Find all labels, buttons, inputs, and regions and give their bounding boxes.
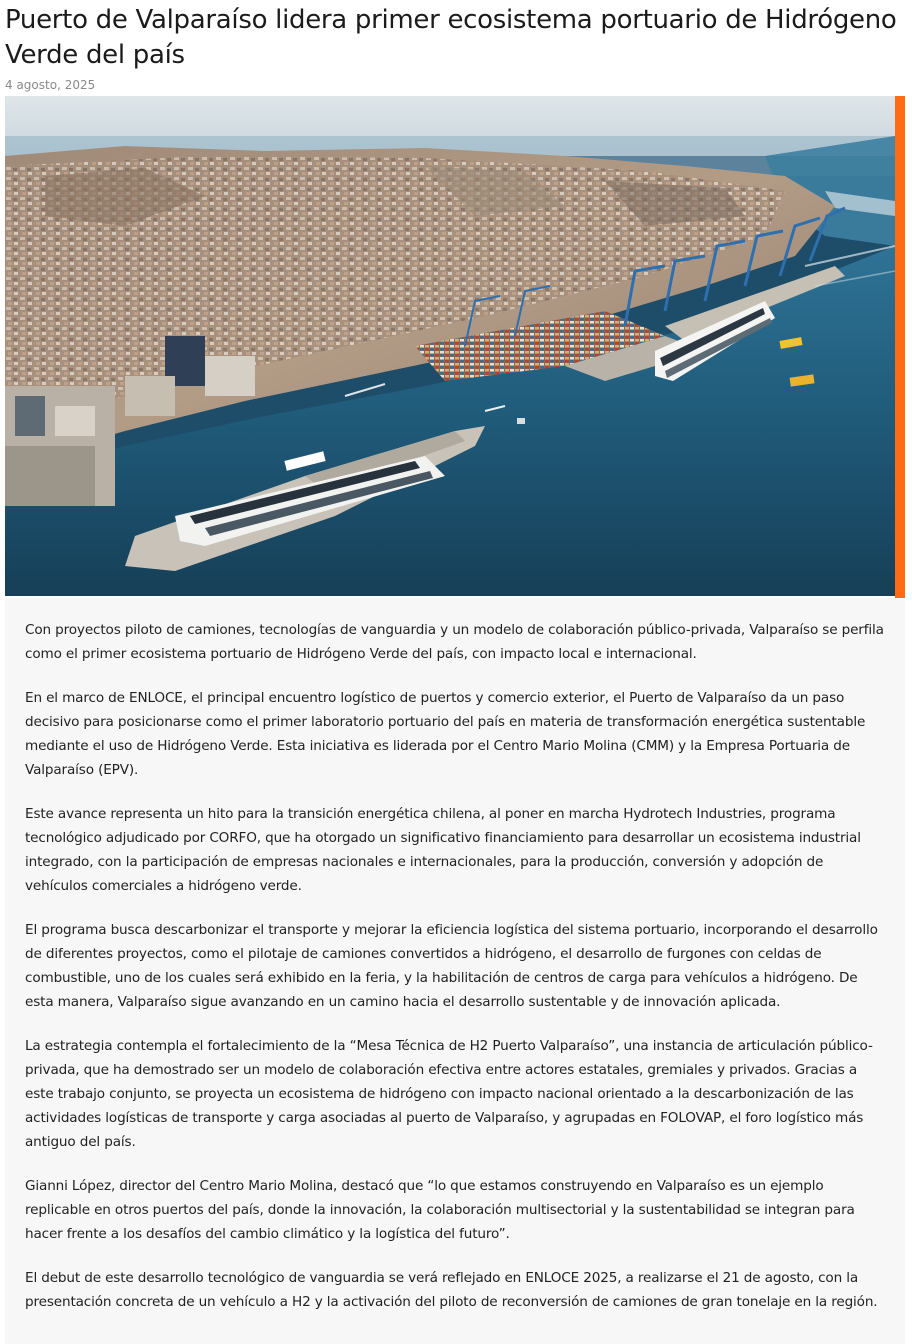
hero-image: [5, 96, 895, 596]
article-date: 4 agosto, 2025: [5, 78, 96, 92]
article-header: [5, 0, 905, 92]
paragraph-lead: Con proyectos piloto de camiones, tecnologías de vanguardia y un modelo de colaboración público-privada, Valparaíso se perfila como el primer ecosistema portuario de Hidrógeno Verde del país, con impacto local e internacional.: [25, 622, 884, 662]
paragraph: Gianni López, director del Centro Mario Molina, destacó que “lo que estamos construyendo en Valparaíso es un ejemplo replicable en otros puertos del país, donde la innovación, la colaboración multisectorial y la sustentabilidad se integran para hacer frente a los desafíos del cambio climático y la logística del futuro”.: [25, 1178, 855, 1242]
paragraph: El programa busca descarbonizar el transporte y mejorar la eficiencia logística del sistema portuario, incorporando el desarrollo de diferentes proyectos, como el pilotaje de camiones convertidos a hidrógeno, el desarrollo de furgones con celdas de combustible, uno de los cuales será exhibido en la feria, y la habilitación de centros de carga para vehículos a hidrógeno. De esta manera, Valparaíso sigue avanzando en un camino hacia el desarrollo sustentable y de innovación aplicada.: [25, 922, 878, 1010]
paragraph: Este avance representa un hito para la transición energética chilena, al poner en marcha Hydrotech Industries, programa tecnológico adjudicado por CORFO, que ha otorgado un significativo financiamiento para desarrollar un ecosistema industrial integrado, con la participación de empresas nacionales e internacionales, para la producción, conversión y adopción de vehículos comerciales a hidrógeno verde.: [25, 806, 861, 894]
article-body: [5, 598, 905, 1344]
paragraph: En el marco de ENLOCE, el principal encuentro logístico de puertos y comercio exterior, el Puerto de Valparaíso da un paso decisivo para posicionarse como el primer laboratorio portuario del país en materia de transformación energética sustentable mediante el uso de Hidrógeno Verde. Esta iniciativa es liderada por el Centro Mario Molina (CMM) y la Empresa Portuaria de Valparaíso (EPV).: [25, 690, 866, 778]
accent-bar: [895, 96, 905, 598]
paragraph: La estrategia contempla el fortalecimiento de la “Mesa Técnica de H2 Puerto Valparaíso”, una instancia de articulación público-privada, que ha demostrado ser un modelo de colaboración efectiva entre actores estatales, gremiales y privados. Gracias a este trabajo conjunto, se proyecta un ecosistema de hidrógeno con impacto nacional orientado a la descarbonización de las actividades logísticas de transporte y carga asociadas al puerto de Valparaíso, y agrupadas en FOLOVAP, el foro logístico más antiguo del país.: [25, 1038, 873, 1150]
port-aerial-photo: [5, 96, 895, 596]
paragraph: El debut de este desarrollo tecnológico de vanguardia se verá reflejado en ENLOCE 2025, a realizarse el 21 de agosto, con la presentación concreta de un vehículo a H2 y la activación del piloto de reconversión de camiones de gran tonelaje en la región.: [25, 1270, 878, 1310]
article-title: Puerto de Valparaíso lidera primer ecosistema portuario de Hidrógeno Verde del país: [5, 5, 897, 70]
article-text: [25, 618, 889, 1334]
